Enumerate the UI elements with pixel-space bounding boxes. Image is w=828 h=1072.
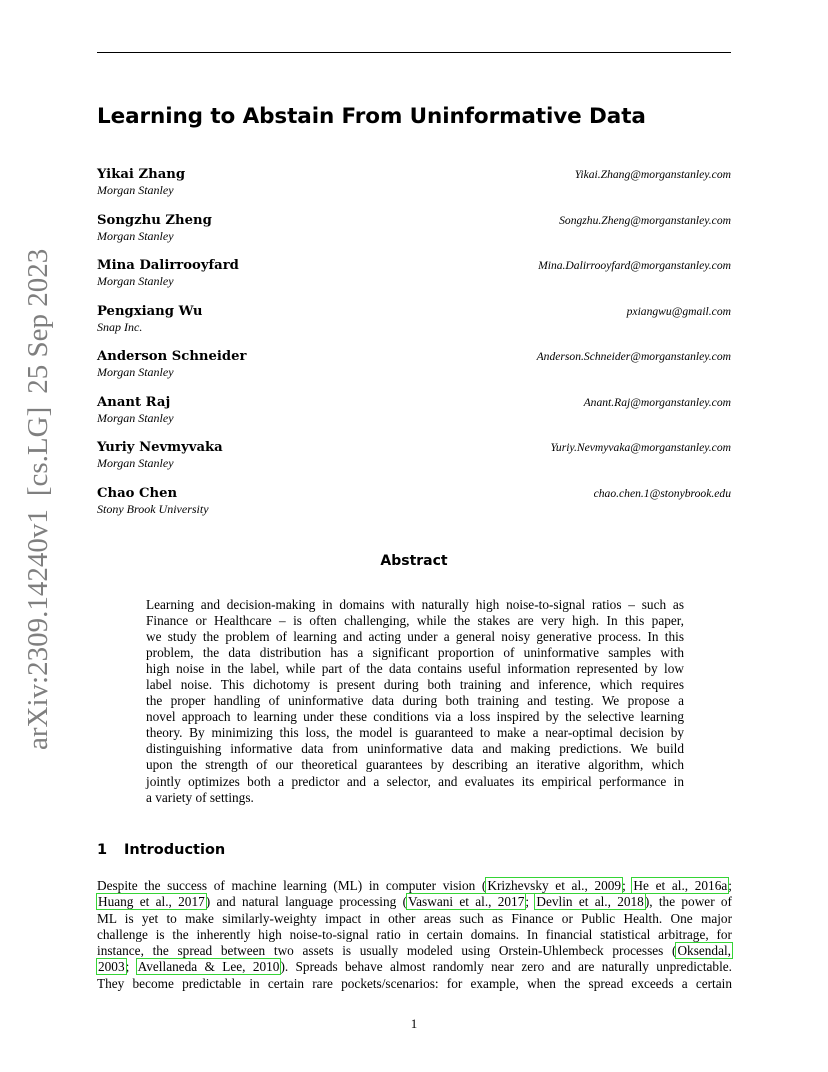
abstract-line: Learning and decision-making in domains with naturally high noise-to-signal ratios – such as: [146, 597, 684, 612]
abstract-line: label noise. This dichotomy is present during both training and inference, which requires: [146, 677, 684, 693]
abstract-line: jointly optimizes both a predictor and a selector, and evaluates its empirical performance in: [146, 773, 684, 789]
author-email[interactable]: Anant.Raj@morganstanley.com: [583, 396, 731, 409]
abstract-line: upon the strength of our theoretical guarantees by describing an iterative algorithm, which: [146, 757, 684, 773]
author-email[interactable]: pxiangwu@gmail.com: [626, 305, 731, 318]
abstract-line: theory. By minimizing this loss, the model is guaranteed to make a near-optimal decision by: [146, 725, 684, 741]
citation-link[interactable]: Krizhevsky et al., 2009: [487, 878, 622, 893]
text-run: ). Spreads behave almost randomly near zero and are naturally unpredictable.: [280, 959, 732, 975]
arxiv-category: [cs.LG]: [22, 406, 54, 497]
text-run: ;: [125, 959, 137, 975]
author-name: Mina Dalirrooyfard: [97, 258, 239, 273]
abstract-line: novel approach to learning under these conditions via a loss inspired by the selective learning: [146, 709, 684, 725]
intro-line: [97, 878, 732, 894]
paper-title: Learning to Abstain From Uninformative Data: [97, 104, 646, 129]
author-name: Anant Raj: [97, 395, 171, 410]
intro-line: ML is yet to make similarly-weighty impact in other areas such as Finance or Public Health. One major: [97, 910, 732, 926]
text-run: ;: [728, 878, 732, 893]
text-run: ) and natural language processing (: [205, 894, 408, 910]
author-name: Yikai Zhang: [97, 167, 186, 182]
text-run: instance, the spread between two assets is usually modeled using Orstein-Uhlembeck processes (: [97, 943, 677, 959]
text-run: Despite the success of machine learning (ML) in computer vision (: [97, 878, 487, 893]
author-email[interactable]: Yikai.Zhang@morganstanley.com: [574, 168, 731, 181]
citation-link[interactable]: 2003: [98, 959, 125, 975]
author-block: [97, 167, 731, 201]
author-affiliation: Morgan Stanley: [97, 229, 174, 243]
author-email[interactable]: Yuriy.Nevmyvaka@morganstanley.com: [550, 441, 731, 454]
arxiv-date: 25 Sep 2023: [22, 248, 54, 394]
author-block: [97, 213, 731, 247]
intro-line: challenge is the inherently high noise-to-signal ratio in certain domains. In financial statistical arbitrage, for: [97, 926, 732, 942]
author-affiliation: Snap Inc.: [97, 320, 143, 334]
abstract-line: a variety of settings.: [146, 789, 254, 805]
author-email[interactable]: Songzhu.Zheng@morganstanley.com: [559, 214, 731, 227]
author-block: [97, 486, 731, 520]
author-name: Pengxiang Wu: [97, 304, 203, 319]
abstract-heading: Abstract: [380, 553, 448, 569]
author-affiliation: Morgan Stanley: [97, 411, 174, 425]
abstract-line: the proper handling of uninformative data during both training and testing. We propose a: [146, 693, 684, 709]
abstract-line: we study the problem of learning and acting under a general noisy generative process. In this: [146, 629, 684, 645]
abstract-line: Finance or Healthcare – is often challenging, while the stakes are very high. In this paper,: [146, 613, 684, 629]
intro-line: They become predictable in certain rare pockets/scenarios: for example, when the spread exceeds a certain: [97, 975, 732, 991]
section-heading: [97, 842, 225, 858]
author-block: [97, 440, 731, 474]
author-block: [97, 349, 731, 383]
introduction-body: [97, 878, 732, 992]
author-affiliation: Stony Brook University: [97, 502, 209, 516]
citation-link[interactable]: Oksendal,: [677, 943, 731, 959]
citation-link[interactable]: He et al., 2016a: [633, 878, 728, 893]
arxiv-id: arXiv:2309.14240v1: [22, 509, 54, 750]
citation-link[interactable]: Devlin et al., 2018: [536, 894, 644, 910]
author-name: Yuriy Nevmyvaka: [97, 440, 223, 455]
section-number: 1: [97, 842, 108, 858]
author-name: Chao Chen: [97, 486, 178, 501]
intro-line: [97, 959, 732, 975]
text-run: ;: [525, 894, 536, 910]
author-affiliation: Morgan Stanley: [97, 183, 174, 197]
author-name: Songzhu Zheng: [97, 213, 212, 228]
abstract-body: [146, 597, 684, 806]
citation-link[interactable]: Huang et al., 2017: [98, 894, 205, 910]
intro-line: [97, 943, 732, 959]
abstract-line: high noise in the label, while part of the data contains useful information represented by low: [146, 661, 684, 677]
author-block: [97, 395, 731, 429]
intro-line: [97, 894, 732, 910]
author-block: [97, 304, 731, 338]
abstract-line: problem, the data distribution has a significant proportion of uninformative samples with: [146, 645, 684, 661]
text-run: ;: [622, 878, 633, 893]
author-email[interactable]: Mina.Dalirrooyfard@morganstanley.com: [538, 259, 731, 272]
author-name: Anderson Schneider: [97, 349, 247, 364]
citation-link[interactable]: Vaswani et al., 2017: [408, 894, 525, 910]
arxiv-stamp: [22, 236, 55, 750]
citation-link[interactable]: Avellaneda & Lee, 2010: [137, 959, 280, 975]
author-email[interactable]: Anderson.Schneider@morganstanley.com: [536, 350, 731, 363]
text-run: ), the power of: [644, 894, 732, 910]
page-number: 1: [410, 1016, 418, 1031]
author-email[interactable]: chao.chen.1@stonybrook.edu: [593, 487, 731, 500]
abstract-line: distinguishing informative data from uninformative data and making predictions. We build: [146, 741, 684, 757]
top-rule: [97, 52, 731, 53]
author-affiliation: Morgan Stanley: [97, 274, 174, 288]
author-affiliation: Morgan Stanley: [97, 365, 174, 379]
author-affiliation: Morgan Stanley: [97, 456, 174, 470]
section-title: Introduction: [124, 842, 226, 858]
author-block: [97, 258, 731, 292]
